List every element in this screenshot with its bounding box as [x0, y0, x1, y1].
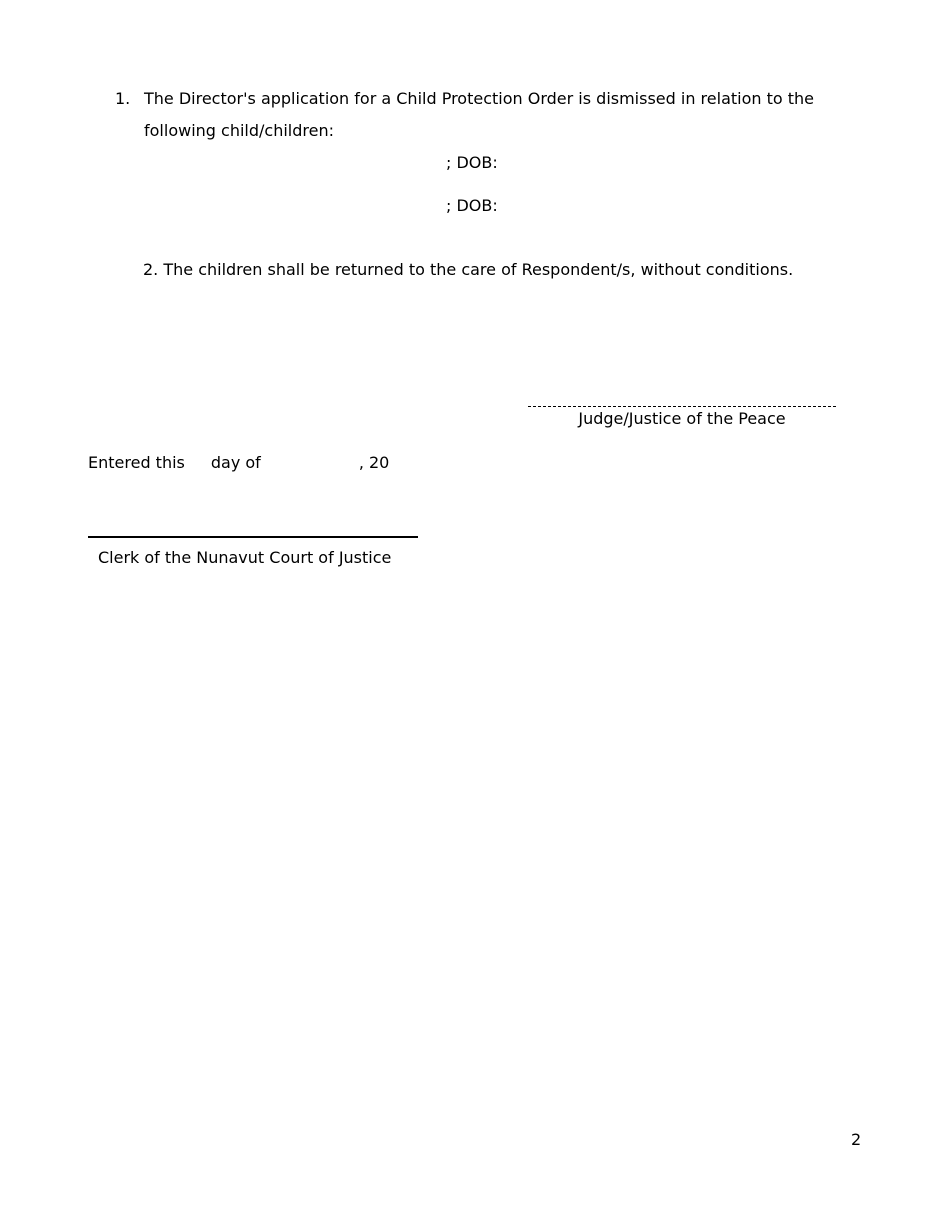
judge-signature-label: Judge/Justice of the Peace — [578, 409, 786, 428]
clerk-signature-label: Clerk of the Nunavut Court of Justice — [98, 548, 392, 567]
entered-prefix: Entered this — [88, 453, 185, 472]
order-item-1-text-line-1: The Director's application for a Child Protection Order is dismissed in relation to the — [144, 89, 815, 108]
child-1-dob-label: ; DOB: — [446, 153, 498, 172]
order-item-1-number: 1. — [115, 89, 131, 108]
page-number: 2 — [851, 1130, 862, 1149]
order-item-2-text: 2. The children shall be returned to the care of Respondent/s, without conditions. — [143, 260, 794, 279]
clerk-signature-line — [88, 522, 418, 538]
order-item-1-text-line-2: following child/children: — [144, 121, 334, 140]
entered-date-line — [88, 453, 389, 473]
entered-day-of: day of — [210, 453, 261, 472]
judge-signature-line — [528, 392, 836, 407]
child-2-dob-label: ; DOB: — [446, 196, 498, 215]
entered-year-prefix: , 20 — [358, 453, 390, 472]
